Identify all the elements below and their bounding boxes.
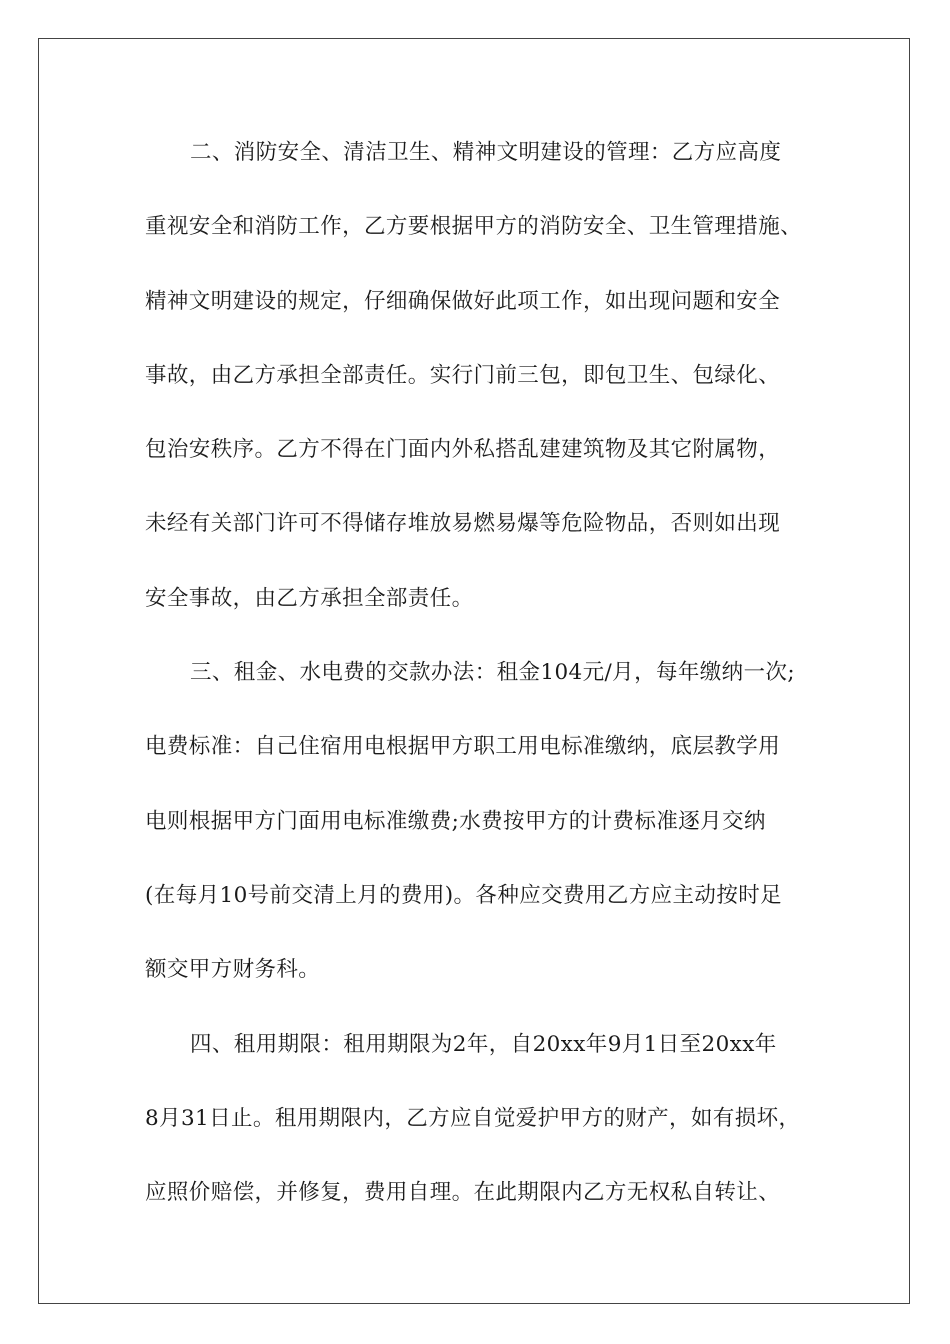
section-2-line-3: 精神文明建设的规定，仔细确保做好此项工作，如出现问题和安全 [145, 288, 781, 314]
section-3-line-2: 电费标准：自己住宿用电根据甲方职工用电标准缴纳，底层教学用 [145, 734, 781, 760]
document-body [145, 131, 815, 1245]
section-2-line-7: 安全事故，由乙方承担全部责任。 [145, 585, 474, 611]
section-2-line-1: 二、消防安全、清洁卫生、精神文明建设的管理：乙方应高度 [190, 140, 782, 165]
section-3-line-3: 电则根据甲方门面用电标准缴费;水费按甲方的计费标准逐月交纳 [145, 808, 766, 834]
section-3-line-5: 额交甲方财务科。 [145, 957, 321, 983]
section-3-line-4: (在每月10号前交清上月的费用)。各种应交费用乙方应主动按时足 [145, 882, 783, 908]
section-2-line-2: 重视安全和消防工作，乙方要根据甲方的消防安全、卫生管理措施、 [145, 214, 803, 240]
section-2-line-5: 包治安秩序。乙方不得在门面内外私搭乱建建筑物及其它附属物， [145, 437, 781, 463]
section-2-line-4: 事故，由乙方承担全部责任。实行门前三包，即包卫生、包绿化、 [145, 362, 781, 388]
section-4-line-1: 四、租用期限：租用期限为2年，自20xx年9月1日至20xx年 [190, 1031, 777, 1057]
section-4-line-2: 8月31日止。租用期限内，乙方应自觉爱护甲方的财产，如有损坏， [145, 1105, 801, 1131]
section-4-line-3: 应照价赔偿，并修复，费用自理。在此期限内乙方无权私自转让、 [145, 1180, 781, 1206]
section-3-line-1: 三、租金、水电费的交款办法：租金104元/月，每年缴纳一次; [190, 660, 796, 686]
section-2-line-6: 未经有关部门许可不得储存堆放易燃易爆等危险物品，否则如出现 [145, 511, 781, 537]
